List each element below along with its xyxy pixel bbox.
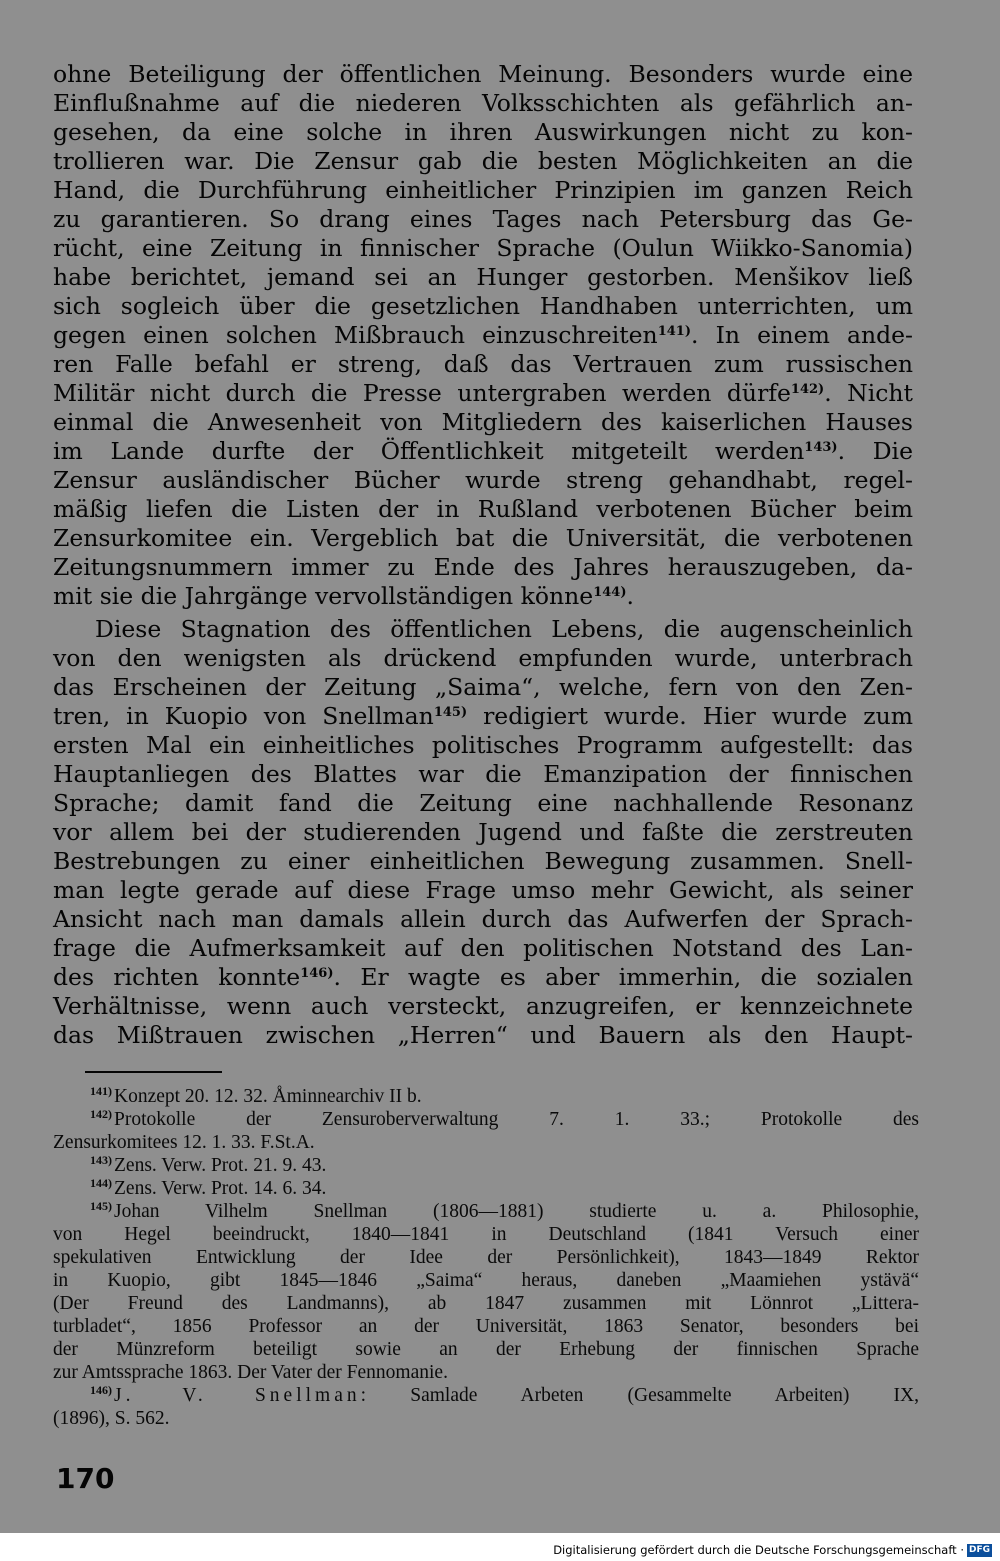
body-line: das Erscheinen der Zeitung „Saima“, welche, fern von den Zen- xyxy=(53,673,913,701)
footnote-number: 146) xyxy=(90,1383,112,1397)
body-text: mit sie die Jahrgänge vervollständigen könne xyxy=(53,582,594,610)
body-line: Hand, die Durchführung einheitlicher Prinzipien im ganzen Reich xyxy=(53,176,913,204)
footnote-text: Protokolle der Zensuroberverwaltung 7. 1. 33.; Protokolle des xyxy=(114,1109,919,1130)
footnote-text: Zens. Verw. Prot. 14. 6. 34. xyxy=(114,1178,327,1199)
footnote-reference: 143) xyxy=(804,440,838,455)
footnote-text: Zens. Verw. Prot. 21. 9. 43. xyxy=(114,1155,327,1176)
body-line: zu garantieren. So drang eines Tages nach Petersburg das Ge- xyxy=(53,205,913,233)
footnote-author: J. V. Snellman xyxy=(114,1385,361,1406)
body-line: mäßig liefen die Listen der in Rußland verbotenen Bücher beim xyxy=(53,495,913,523)
body-line: vor allem bei der studierenden Jugend und faßte die zerstreuten xyxy=(53,818,913,846)
body-line: von den wenigsten als drückend empfunden wurde, unterbrach xyxy=(53,644,913,672)
body-text: des richten konnte xyxy=(53,963,301,991)
footnote-number: 144) xyxy=(90,1176,112,1190)
body-text: . Nicht xyxy=(824,379,914,407)
footnote-145-continued: von Hegel beeindruckt, 1840—1841 in Deutschland (1841 Versuch einer xyxy=(53,1224,919,1245)
body-line: sich sogleich über die gesetzlichen Handhaben unterrichten, um xyxy=(53,292,913,320)
page-number: 170 xyxy=(56,1462,115,1495)
footnote-number: 141) xyxy=(90,1084,112,1098)
body-line: frage die Aufmerksamkeit auf den politischen Notstand des Lan- xyxy=(53,934,913,962)
body-line: ren Falle befahl er streng, daß das Vertrauen zum russischen xyxy=(53,350,913,378)
footnote-142-continued: Zensurkomitees 12. 1. 33. F.St.A. xyxy=(53,1132,315,1153)
footnote-145-continued: (Der Freund des Landmanns), ab 1847 zusammen mit Lönnrot „Littera- xyxy=(53,1293,919,1314)
body-line: Bestrebungen zu einer einheitlichen Bewegung zusammen. Snell- xyxy=(53,847,913,875)
footnote-reference: 141) xyxy=(657,324,691,339)
footnote-reference: 145) xyxy=(433,705,468,720)
footnote-divider xyxy=(85,1071,222,1073)
footnote-reference: 142) xyxy=(790,382,825,397)
footnote-number: 143) xyxy=(90,1153,112,1167)
body-text: . xyxy=(626,582,634,610)
footnote-145 xyxy=(90,1201,919,1224)
body-line: Hauptanliegen des Blattes war die Emanzipation der finnischen xyxy=(53,760,913,788)
body-text: im Lande durfte der Öffentlichkeit mitgeteilt werden xyxy=(53,437,805,465)
footnote-146-continued: (1896), S. 562. xyxy=(53,1408,170,1429)
body-line: rücht, eine Zeitung in finnischer Sprache (Oulun Wiikko-Sanomia) xyxy=(53,234,913,262)
body-line: trollieren war. Die Zensur gab die besten Möglichkeiten an die xyxy=(53,147,913,175)
body-line: einmal die Anwesenheit von Mitgliedern des kaiserlichen Hauses xyxy=(53,408,913,436)
body-line: Ansicht nach man damals allein durch das Aufwerfen der Sprach- xyxy=(53,905,913,933)
body-text: gegen einen solchen Mißbrauch einzuschreiten xyxy=(53,321,658,349)
body-line: Zeitungsnummern immer zu Ende des Jahres herauszugeben, da- xyxy=(53,553,913,581)
footnote-reference: 146) xyxy=(300,966,334,981)
footnote-145-continued: zur Amtssprache 1863. Der Vater der Fennomanie. xyxy=(53,1362,448,1383)
credit-text: Digitalisierung gefördert durch die Deutsche Forschungsgemeinschaft · xyxy=(553,1543,964,1557)
dfg-logo-icon: DFG xyxy=(968,1544,990,1555)
footnote-text: Johan Vilhelm Snellman (1806—1881) studierte u. a. Philosophie, xyxy=(114,1201,919,1222)
body-text: redigiert wurde. Hier wurde zum xyxy=(467,702,913,730)
body-line: Verhältnisse, wenn auch versteckt, anzugreifen, er kennzeichnete xyxy=(53,992,913,1020)
body-line: Einflußnahme auf die niederen Volksschichten als gefährlich an- xyxy=(53,89,913,117)
footnote-141 xyxy=(90,1086,919,1109)
footnote-145-continued: turbladet“, 1856 Professor an der Universität, 1863 Senator, besonders bei xyxy=(53,1316,919,1337)
body-line: Zensurkomitee ein. Vergeblich bat die Universität, die verbotenen xyxy=(53,524,913,552)
body-line: habe berichtet, jemand sei an Hunger gestorben. Menšikov ließ xyxy=(53,263,913,291)
body-line xyxy=(53,582,913,615)
body-text: . Er wagte es aber immerhin, die sozialen xyxy=(333,963,913,991)
footnote-143 xyxy=(90,1155,919,1178)
footnote-145-continued: spekulativen Entwicklung der Idee der Persönlichkeit), 1843—1849 Rektor xyxy=(53,1247,919,1268)
footnote-text: : Samlade Arbeten (Gesammelte Arbeiten) IX, xyxy=(360,1385,919,1406)
body-text: tren, in Kuopio von Snellman xyxy=(53,702,434,730)
body-line: Zensur ausländischer Bücher wurde streng gehandhabt, regel- xyxy=(53,466,913,494)
body-line: ersten Mal ein einheitliches politisches Programm aufgestellt: das xyxy=(53,731,913,759)
footnote-text: Konzept 20. 12. 32. Åminnearchiv II b. xyxy=(114,1086,422,1107)
footnote-number: 142) xyxy=(90,1107,112,1121)
footnote-145-continued: der Münzreform beteiligt sowie an der Erhebung der finnischen Sprache xyxy=(53,1339,919,1360)
footnote-reference: 144) xyxy=(593,585,627,600)
body-line: das Mißtrauen zwischen „Herren“ und Bauern als den Haupt- xyxy=(53,1021,913,1049)
body-text: . Die xyxy=(837,437,913,465)
footnote-145-continued: in Kuopio, gibt 1845—1846 „Saima“ heraus, daneben „Maamiehen ystävä“ xyxy=(53,1270,919,1291)
footnote-number: 145) xyxy=(90,1199,112,1213)
body-line: gesehen, da eine solche in ihren Auswirkungen nicht zu kon- xyxy=(53,118,913,146)
digitization-credit xyxy=(553,1543,992,1557)
body-line: ohne Beteiligung der öffentlichen Meinung. Besonders wurde eine xyxy=(53,60,913,88)
footnote-146 xyxy=(90,1385,919,1408)
body-line: Sprache; damit fand die Zeitung eine nachhallende Resonanz xyxy=(53,789,913,817)
body-line: Diese Stagnation des öffentlichen Lebens, die augenscheinlich xyxy=(95,615,913,643)
body-line: man legte gerade auf diese Frage umso mehr Gewicht, als seiner xyxy=(53,876,913,904)
body-text: Militär nicht durch die Presse untergraben werden dürfe xyxy=(53,379,791,407)
footnote-142 xyxy=(90,1109,919,1132)
body-text: . In einem ande- xyxy=(691,321,913,349)
footnote-144 xyxy=(90,1178,919,1201)
